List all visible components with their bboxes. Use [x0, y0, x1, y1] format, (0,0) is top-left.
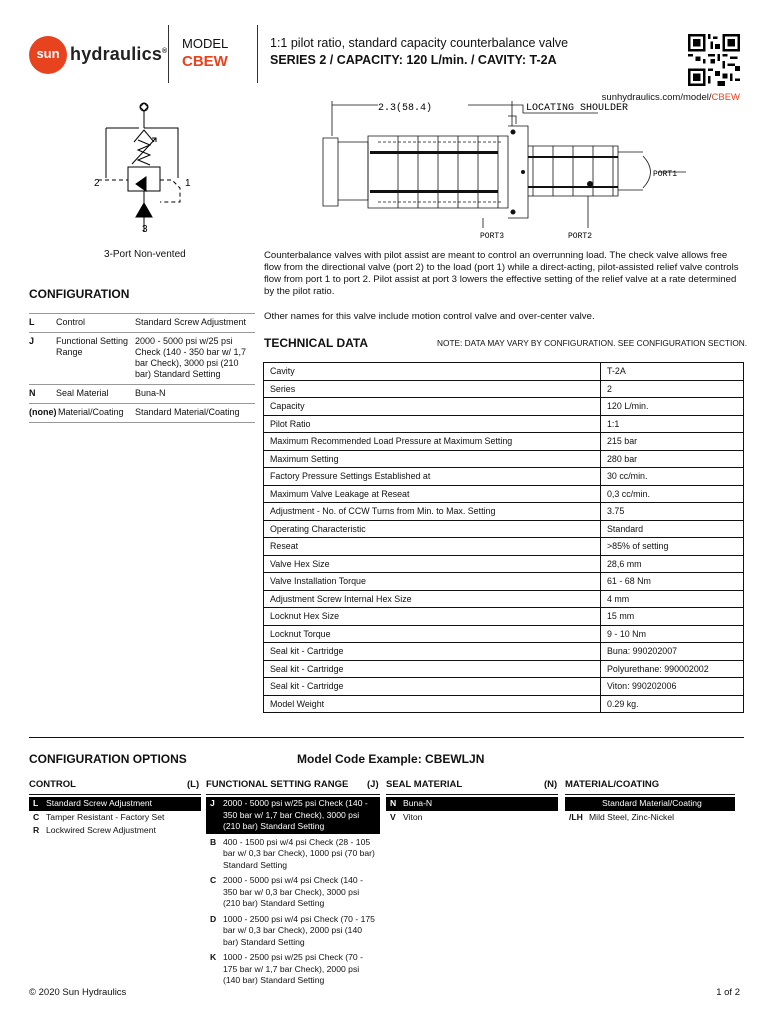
config-value: Buna-N: [135, 388, 166, 398]
config-name: Material/Coating: [58, 407, 124, 417]
config-code: (none): [29, 407, 57, 417]
config-name: Seal Material: [56, 388, 109, 398]
technical-value: 215 bar: [601, 433, 744, 451]
technical-value: T-2A: [601, 363, 744, 381]
technical-data-row: [264, 678, 744, 696]
config-name: Functional Setting Range: [56, 336, 129, 357]
technical-value: 0,3 cc/min.: [601, 485, 744, 503]
control-options: [29, 797, 201, 838]
control-column-head: CONTROL: [29, 779, 76, 790]
configuration-options-title: CONFIGURATION OPTIONS: [29, 752, 187, 766]
product-specs-title: SERIES 2 / CAPACITY: 120 L/min. / CAVITY: T-2A: [270, 53, 557, 67]
option-code: R: [33, 825, 40, 835]
option-item: [206, 951, 380, 988]
option-code: N: [390, 798, 397, 808]
svg-text:PORT2: PORT2: [568, 232, 593, 241]
technical-label: Factory Pressure Settings Established at: [264, 468, 601, 486]
technical-value: 15 mm: [601, 608, 744, 626]
technical-label: Cavity: [264, 363, 601, 381]
technical-label: Model Weight: [264, 695, 601, 713]
brand-wordmark: hydraulics®: [70, 44, 168, 64]
footer-copyright: © 2020 Sun Hydraulics: [29, 987, 127, 998]
option-text: Tamper Resistant - Factory Set: [46, 811, 165, 822]
technical-label: Seal kit - Cartridge: [264, 678, 601, 696]
option-item: [206, 797, 380, 834]
svg-text:PORT3: PORT3: [480, 232, 505, 241]
option-code: K: [210, 952, 217, 962]
option-text: Mild Steel, Zinc-Nickel: [589, 811, 675, 822]
technical-data-row: [264, 398, 744, 416]
column-rule: [29, 794, 201, 795]
technical-label: Locknut Torque: [264, 625, 601, 643]
technical-label: Adjustment Screw Internal Hex Size: [264, 590, 601, 608]
other-names: Other names for this valve include motion control valve and over-center valve.: [264, 311, 595, 322]
technical-value: 61 - 68 Nm: [601, 573, 744, 591]
technical-data-row: [264, 660, 744, 678]
technical-value: 280 bar: [601, 450, 744, 468]
option-item: [565, 797, 735, 811]
option-item: [29, 797, 201, 811]
technical-data-row: [264, 363, 744, 381]
option-text: Standard Material/Coating: [602, 798, 702, 808]
svg-text:2.3(58.4): 2.3(58.4): [378, 103, 433, 114]
technical-label: Seal kit - Cartridge: [264, 643, 601, 661]
option-item: [206, 874, 380, 911]
config-code: L: [29, 317, 35, 327]
option-code: L: [33, 798, 39, 808]
technical-data-row: [264, 450, 744, 468]
configuration-table: [29, 313, 255, 423]
technical-label: Maximum Setting: [264, 450, 601, 468]
option-item: [206, 913, 380, 950]
hydraulic-symbol: [88, 100, 200, 242]
seal-options: [386, 797, 558, 824]
configuration-row: [29, 332, 255, 384]
option-text: Viton: [403, 811, 423, 822]
technical-label: Reseat: [264, 538, 601, 556]
option-item: [206, 836, 380, 873]
brand-logo-sun: sun: [36, 46, 60, 61]
technical-value: 120 L/min.: [601, 398, 744, 416]
option-text: 1000 - 2500 psi w/4 psi Check (70 - 175 bar w/ 0,3 bar Check), 2000 psi (140 bar) Standard Setting: [223, 913, 375, 947]
option-code: V: [390, 811, 396, 822]
technical-label: Adjustment - No. of CCW Turns from Min. to Max. Setting: [264, 503, 601, 521]
option-code: J: [210, 798, 215, 808]
technical-value: 28,6 mm: [601, 555, 744, 573]
option-item: [29, 824, 201, 838]
technical-data-table: [263, 362, 744, 713]
column-rule: [386, 794, 558, 795]
technical-data-row: [264, 538, 744, 556]
technical-label: Pilot Ratio: [264, 415, 601, 433]
product-title: 1:1 pilot ratio, standard capacity counterbalance valve: [270, 36, 569, 50]
option-code: C: [33, 811, 40, 822]
option-code: /LH: [569, 811, 583, 822]
svg-text:PORT1: PORT1: [653, 170, 678, 179]
technical-label: Valve Hex Size: [264, 555, 601, 573]
technical-value: 4 mm: [601, 590, 744, 608]
option-item: [386, 811, 558, 825]
option-text: Lockwired Screw Adjustment: [46, 825, 156, 835]
technical-data-row: [264, 520, 744, 538]
qr-code-icon[interactable]: [688, 34, 740, 86]
option-text: 2000 - 5000 psi w/25 psi Check (140 - 350 bar w/ 1,7 bar Check), 3000 psi (210 bar) Standard Setting: [223, 798, 368, 831]
header-divider: [168, 25, 169, 83]
range-column-head: FUNCTIONAL SETTING RANGE: [206, 779, 349, 790]
page-number: 1 of 2: [716, 987, 740, 998]
model-url[interactable]: sunhydraulics.com/model/CBEW: [601, 92, 740, 103]
technical-data-row: [264, 643, 744, 661]
option-text: 2000 - 5000 psi w/4 psi Check (140 - 350 bar w/ 0,3 bar Check), 3000 psi (210 bar) Standard Setting: [223, 875, 363, 908]
technical-value: 3.75: [601, 503, 744, 521]
model-code: CBEW: [182, 53, 228, 70]
svg-text:3: 3: [142, 224, 148, 235]
technical-label: Maximum Recommended Load Pressure at Maximum Setting: [264, 433, 601, 451]
technical-value: Buna: 990202007: [601, 643, 744, 661]
technical-data-row: [264, 485, 744, 503]
model-label: MODEL: [182, 36, 229, 51]
technical-data-row: [264, 380, 744, 398]
svg-text:1: 1: [185, 178, 191, 189]
column-rule: [206, 794, 380, 795]
technical-value: Polyurethane: 990002002: [601, 660, 744, 678]
coating-options: [565, 797, 735, 824]
option-text: Buna-N: [403, 798, 433, 808]
technical-data-row: [264, 573, 744, 591]
technical-value: 0.29 kg.: [601, 695, 744, 713]
technical-data-row: [264, 625, 744, 643]
technical-label: Series: [264, 380, 601, 398]
option-text: 400 - 1500 psi w/4 psi Check (28 - 105 bar w/ 0,3 bar Check), 1000 psi (70 bar) Standard Setting: [223, 836, 375, 870]
column-rule: [565, 794, 735, 795]
technical-value: 30 cc/min.: [601, 468, 744, 486]
technical-data-row: [264, 695, 744, 713]
valve-cross-section: [318, 96, 718, 242]
configuration-row: [29, 403, 255, 423]
technical-data-row: [264, 468, 744, 486]
header-divider: [257, 25, 258, 83]
option-code: C: [210, 875, 217, 885]
configuration-row: [29, 384, 255, 403]
config-value: Standard Screw Adjustment: [135, 317, 247, 327]
svg-text:2: 2: [94, 178, 100, 189]
option-item: [565, 811, 735, 825]
technical-label: Capacity: [264, 398, 601, 416]
option-text: Standard Screw Adjustment: [46, 798, 153, 808]
technical-value: Viton: 990202006: [601, 678, 744, 696]
config-name: Control: [56, 317, 86, 327]
option-text: 1000 - 2500 psi w/25 psi Check (70 - 175 bar w/ 1,7 bar Check), 2000 psi (140 bar) Standard Setting: [223, 952, 363, 985]
range-options: [206, 797, 380, 990]
option-item: [386, 797, 558, 811]
option-code: [569, 798, 582, 810]
config-value: 2000 - 5000 psi w/25 psi Check (140 - 350 bar w/ 1,7 bar Check), 3000 psi (210 bar) Standard Setting: [135, 336, 247, 379]
config-code: N: [29, 388, 36, 398]
technical-data-title: TECHNICAL DATA: [264, 336, 368, 350]
product-description: Counterbalance valves with pilot assist are meant to control an overrunning load. The check valve allows free flow from the directional valve (port 2) to the load (port 1) while a direct-acting, pilot-assisted relief valve controls flow from port 1 to port 2. Pilot assist at port 3 lowers the effective setting of the relief valve at a rate determined by the pilot ratio.: [264, 250, 739, 297]
technical-label: Maximum Valve Leakage at Reseat: [264, 485, 601, 503]
option-item: [29, 811, 201, 825]
configuration-title: CONFIGURATION: [29, 287, 130, 301]
symbol-caption: 3-Port Non-vented: [104, 249, 186, 260]
range-column-code: (J): [367, 779, 379, 790]
coating-column-head: MATERIAL/COATING: [565, 779, 660, 790]
option-code: B: [210, 836, 217, 847]
technical-data-row: [264, 590, 744, 608]
technical-data-row: [264, 555, 744, 573]
technical-label: Operating Characteristic: [264, 520, 601, 538]
technical-value: 2: [601, 380, 744, 398]
control-column-code: (L): [187, 779, 200, 790]
config-code: J: [29, 336, 35, 346]
config-value: Standard Material/Coating: [135, 407, 240, 417]
technical-data-row: [264, 608, 744, 626]
seal-column-head: SEAL MATERIAL: [386, 779, 463, 790]
configuration-row: [29, 313, 255, 332]
technical-data-row: [264, 503, 744, 521]
technical-data-row: [264, 415, 744, 433]
section-divider: [29, 737, 744, 738]
technical-label: Valve Installation Torque: [264, 573, 601, 591]
technical-value: >85% of setting: [601, 538, 744, 556]
technical-value: 1:1: [601, 415, 744, 433]
option-code: D: [210, 913, 217, 924]
technical-label: Locknut Hex Size: [264, 608, 601, 626]
technical-value: Standard: [601, 520, 744, 538]
technical-label: Seal kit - Cartridge: [264, 660, 601, 678]
model-code-example: Model Code Example: CBEWLJN: [297, 752, 485, 766]
technical-data-row: [264, 433, 744, 451]
technical-value: 9 - 10 Nm: [601, 625, 744, 643]
seal-column-code: (N): [544, 779, 558, 790]
technical-data-note: NOTE: DATA MAY VARY BY CONFIGURATION. SEE CONFIGURATION SECTION.: [437, 338, 748, 348]
svg-text:LOCATING SHOULDER: LOCATING SHOULDER: [526, 103, 629, 114]
